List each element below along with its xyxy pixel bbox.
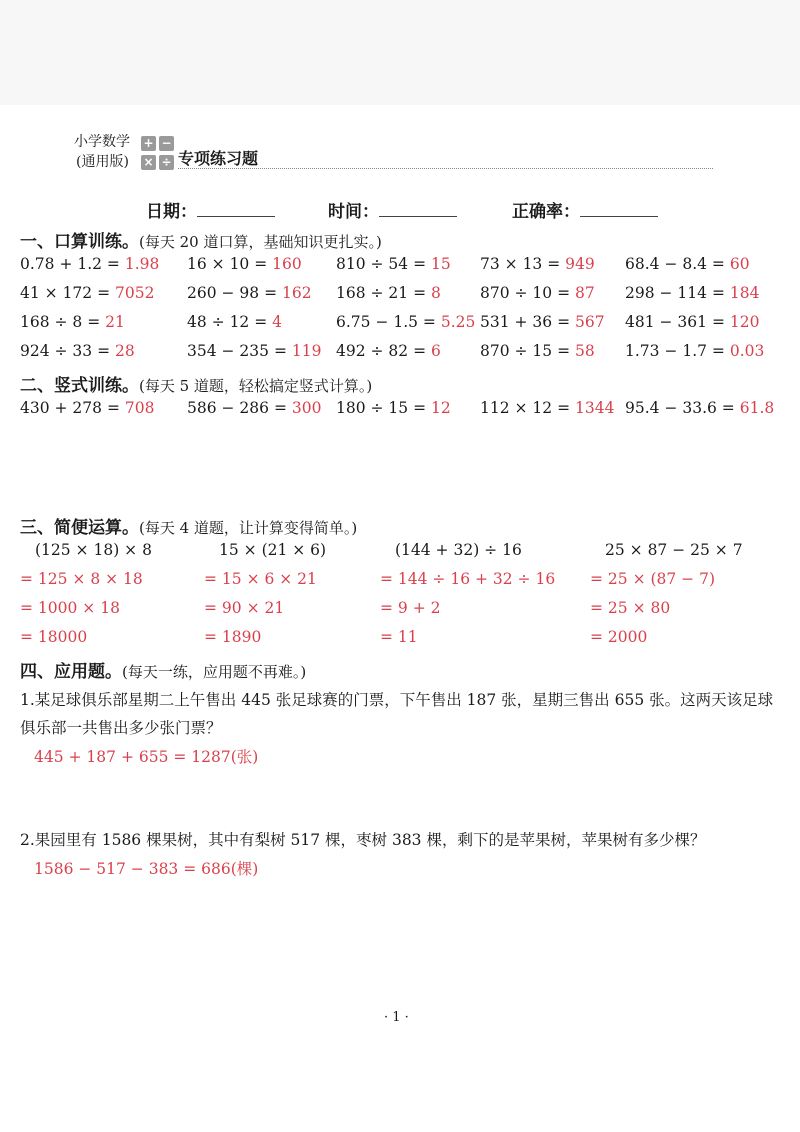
divide-icon: ÷ [159,155,174,170]
section-simplify-note: (每天 4 道题，让计算变得简单。) [139,519,358,537]
oral-item-answer: 28 [115,342,135,360]
simplify-step: = 144 ÷ 16 + 32 ÷ 16 [380,570,556,588]
simplify-step: = 2000 [590,628,648,646]
simplify-question: 25 × 87 − 25 × 7 [605,541,743,559]
section-oral-title [20,227,382,252]
oral-item-answer: 7052 [115,284,155,302]
plus-icon: + [141,136,156,151]
problem-1-answer: 445 + 187 + 655 = 1287(张) [34,748,259,766]
oral-item-answer: 120 [729,313,760,331]
simplify-step: = 15 × 6 × 21 [204,570,317,588]
oral-item-question: 298 − 114 = [625,284,725,302]
accuracy-field [512,197,658,222]
oral-item [336,313,475,331]
vertical-item-question: 180 ÷ 15 = [336,399,427,417]
oral-item-question: 1.73 − 1.7 = [625,342,725,360]
oral-item-question: 68.4 − 8.4 = [625,255,725,273]
oral-item-answer: 567 [575,313,605,331]
oral-item-answer: 119 [291,342,322,360]
oral-item-answer: 21 [105,313,125,331]
oral-item-answer: 58 [575,342,595,360]
section-simplify-title [20,513,357,538]
problem-1-text: 1.某足球俱乐部星期二上午售出 445 张足球赛的门票，下午售出 187 张，星期三售出 655 张。这两天该足球俱乐部一共售出多少张门票？ [20,691,774,737]
time-label: 时间： [328,202,379,222]
oral-item [480,342,595,360]
simplify-question: 15 × (21 × 6) [219,541,327,559]
oral-item [480,255,595,273]
oral-item [336,284,441,302]
vertical-item-answer: 708 [124,399,155,417]
simplify-step: = 18000 [20,628,88,646]
oral-item-question: 870 ÷ 15 = [480,342,571,360]
oral-item [480,313,605,331]
oral-item [187,342,321,360]
vertical-item-answer: 12 [431,399,451,417]
accuracy-blank[interactable] [580,202,658,217]
oral-item-answer: 160 [272,255,302,273]
oral-item [336,342,441,360]
section-application-note: (每天一练，应用题不再难。) [122,663,307,681]
oral-item-question: 16 × 10 = [187,255,268,273]
oral-item [480,284,595,302]
oral-item [625,313,759,331]
oral-item [20,284,154,302]
simplify-step: = 11 [380,628,418,646]
simplify-step: = 9 + 2 [380,599,441,617]
date-label: 日期： [146,202,197,222]
page-number: · 1 · [384,1010,409,1025]
series-line1: 小学数学 [74,134,130,150]
vertical-item [480,399,614,417]
vertical-item [187,399,321,417]
section-oral-heading: 一、口算训练。 [20,232,139,252]
vertical-item [20,399,154,417]
page-title: 专项练习题 [178,149,259,168]
oral-item [187,284,312,302]
times-icon: × [141,155,156,170]
oral-item [336,255,451,273]
vertical-item [625,399,774,417]
simplify-question: (144 + 32) ÷ 16 [395,541,522,559]
simplify-step: = 1890 [204,628,262,646]
oral-item [625,284,759,302]
oral-item [20,313,125,331]
oral-item [187,255,302,273]
date-blank[interactable] [197,202,275,217]
section-vertical-heading: 二、竖式训练。 [20,376,139,396]
oral-item [625,342,764,360]
oral-item [625,255,750,273]
oral-item-question: 492 ÷ 82 = [336,342,427,360]
oral-item [20,342,135,360]
oral-item-question: 531 + 36 = [480,313,571,331]
time-field [328,197,457,222]
oral-item-question: 41 × 172 = [20,284,111,302]
section-oral-note: (每天 20 道口算，基础知识更扎实。) [139,233,382,251]
oral-item-question: 810 ÷ 54 = [336,255,427,273]
vertical-item-question: 430 + 278 = [20,399,120,417]
simplify-question: (125 × 18) × 8 [35,541,152,559]
simplify-step: = 90 × 21 [204,599,285,617]
oral-item-question: 481 − 361 = [625,313,725,331]
oral-item-answer: 60 [729,255,750,273]
section-vertical-title [20,371,372,396]
oral-item-answer: 0.03 [729,342,765,360]
oral-item-question: 48 ÷ 12 = [187,313,268,331]
vertical-item-question: 95.4 − 33.6 = [625,399,735,417]
oral-item [20,255,159,273]
oral-item-question: 870 ÷ 10 = [480,284,571,302]
vertical-item-answer: 61.8 [739,399,775,417]
top-band [0,0,800,105]
oral-item-answer: 87 [575,284,595,302]
oral-item-answer: 8 [431,284,441,302]
section-vertical-note: (每天 5 道题，轻松搞定竖式计算。) [139,377,373,395]
oral-item-answer: 162 [282,284,312,302]
vertical-item [336,399,451,417]
simplify-step: = 125 × 8 × 18 [20,570,143,588]
simplify-step: = 25 × 80 [590,599,671,617]
series-label [74,133,130,170]
section-application-title [20,657,306,682]
oral-item-question: 354 − 235 = [187,342,287,360]
oral-item-question: 924 ÷ 33 = [20,342,111,360]
date-field [146,197,275,222]
oral-item-question: 73 × 13 = [480,255,561,273]
operator-icons [141,136,175,172]
oral-item-question: 168 ÷ 8 = [20,313,101,331]
oral-item-answer: 4 [272,313,283,331]
oral-item-answer: 6 [431,342,441,360]
problem-2-text: 2.果园里有 1586 棵果树，其中有梨树 517 棵，枣树 383 棵，剩下的是苹果树，苹果树有多少棵？ [20,831,706,849]
accuracy-label: 正确率： [512,202,580,222]
vertical-item-question: 112 × 12 = [480,399,571,417]
section-application-heading: 四、应用题。 [20,662,122,682]
oral-item-answer: 1.98 [124,255,160,273]
simplify-step: = 25 × (87 − 7) [590,570,715,588]
problem-2-answer: 1586 − 517 − 383 = 686(棵) [34,860,259,878]
oral-item-question: 6.75 − 1.5 = [336,313,436,331]
time-blank[interactable] [379,202,457,217]
oral-item [187,313,282,331]
oral-item-question: 168 ÷ 21 = [336,284,427,302]
section-simplify-heading: 三、简便运算。 [20,518,139,538]
oral-item-answer: 184 [729,284,760,302]
vertical-item-question: 586 − 286 = [187,399,287,417]
oral-item-answer: 949 [565,255,595,273]
simplify-step: = 1000 × 18 [20,599,120,617]
vertical-item-answer: 1344 [575,399,615,417]
vertical-item-answer: 300 [291,399,322,417]
oral-item-answer: 5.25 [440,313,476,331]
oral-item-answer: 15 [431,255,451,273]
oral-item-question: 0.78 + 1.2 = [20,255,120,273]
oral-item-question: 260 − 98 = [187,284,278,302]
series-line2: (通用版) [76,154,129,170]
header-divider [178,168,713,169]
minus-icon: − [159,136,174,151]
